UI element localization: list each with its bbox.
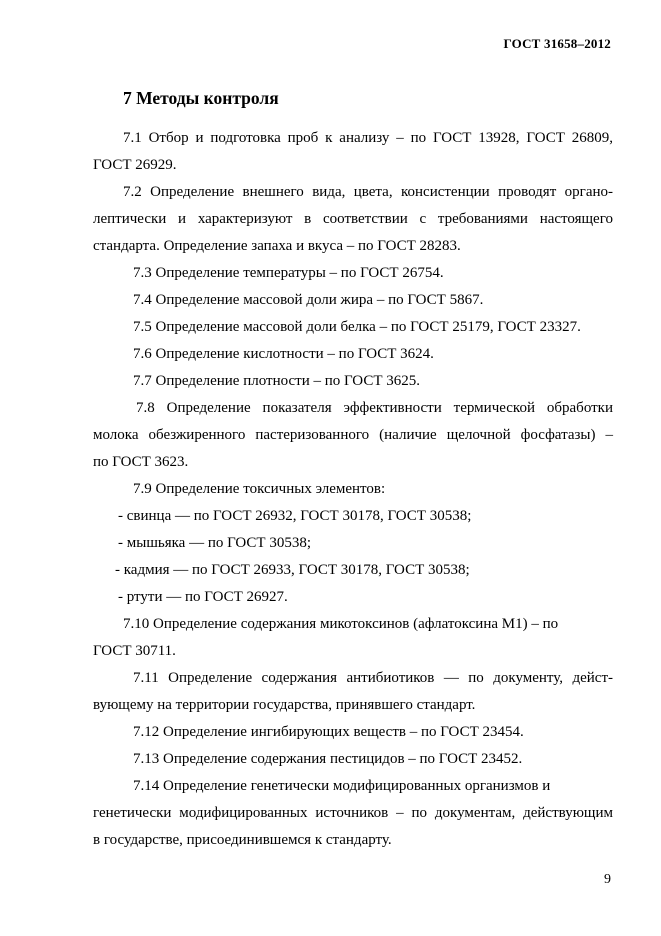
list-item: - ртути — по ГОСТ 26927. xyxy=(118,589,288,605)
paragraph-7-13 xyxy=(93,746,613,773)
paragraph-line: 7.8 Определение показателя эффективности термической обработки xyxy=(136,400,613,416)
list-item: - свинца — по ГОСТ 26932, ГОСТ 30178, ГОСТ 30538; xyxy=(118,508,472,524)
paragraph-line: вующему на территории государства, принявшего стандарт. xyxy=(93,697,476,713)
paragraph-line: ГОСТ 30711. xyxy=(93,643,176,659)
paragraph-7-6 xyxy=(93,341,613,368)
paragraph-7-3 xyxy=(93,260,613,287)
paragraph-7-12 xyxy=(93,719,613,746)
paragraph-7-8 xyxy=(93,395,613,476)
paragraph-line: 7.14 Определение генетически модифицированных организмов и xyxy=(133,778,551,794)
paragraph-line: лептически и характеризуют в соответствии с требованиями настоящего xyxy=(93,211,613,227)
list-item: - кадмия — по ГОСТ 26933, ГОСТ 30178, ГОСТ 30538; xyxy=(115,562,470,578)
page-number: 9 xyxy=(604,872,611,887)
paragraph-line: 7.13 Определение содержания пестицидов – по ГОСТ 23452. xyxy=(133,751,523,767)
paragraph-7-10 xyxy=(93,611,613,665)
paragraph-line: стандарта. Определение запаха и вкуса – по ГОСТ 28283. xyxy=(93,238,461,254)
paragraph-7-14 xyxy=(93,773,613,854)
paragraph-line: 7.4 Определение массовой доли жира – по ГОСТ 5867. xyxy=(133,292,484,308)
paragraph-line: генетически модифицированных источников – по документам, действующим xyxy=(93,805,613,821)
paragraph-line: 7.10 Определение содержания микотоксинов (афлатоксина М1) – по xyxy=(123,616,559,632)
paragraph-line: 7.7 Определение плотности – по ГОСТ 3625. xyxy=(133,373,420,389)
paragraph-7-4 xyxy=(93,287,613,314)
paragraph-line: 7.12 Определение ингибирующих веществ – по ГОСТ 23454. xyxy=(133,724,524,740)
paragraph-line: 7.3 Определение температуры – по ГОСТ 26754. xyxy=(133,265,444,281)
paragraph-7-5 xyxy=(93,314,613,341)
paragraph-line: 7.2 Определение внешнего вида, цвета, консистенции проводят органо- xyxy=(123,184,613,200)
paragraph-line: 7.11 Определение содержания антибиотиков — по документу, дейст- xyxy=(133,670,613,686)
paragraph-7-1 xyxy=(93,125,613,179)
section-body xyxy=(93,125,613,854)
paragraph-7-2 xyxy=(93,179,613,260)
paragraph-line: ГОСТ 26929. xyxy=(93,157,177,173)
paragraph-7-7 xyxy=(93,368,613,395)
paragraph-line: в государстве, присоединившемся к стандарту. xyxy=(93,832,392,848)
paragraph-line: молока обезжиренного пастеризованного (наличие щелочной фосфатазы) – xyxy=(93,427,613,443)
paragraph-line: по ГОСТ 3623. xyxy=(93,454,189,470)
paragraph-7-9 xyxy=(93,476,613,611)
paragraph-7-11 xyxy=(93,665,613,719)
section-title: 7 Методы контроля xyxy=(123,88,279,108)
document-code-header: ГОСТ 31658–2012 xyxy=(503,36,611,51)
list-item: - мышьяка — по ГОСТ 30538; xyxy=(118,535,312,551)
paragraph-line: 7.1 Отбор и подготовка проб к анализу – по ГОСТ 13928, ГОСТ 26809, xyxy=(123,130,613,146)
paragraph-line: 7.9 Определение токсичных элементов: xyxy=(133,481,386,497)
paragraph-line: 7.6 Определение кислотности – по ГОСТ 3624. xyxy=(133,346,434,362)
paragraph-line: 7.5 Определение массовой доли белка – по ГОСТ 25179, ГОСТ 23327. xyxy=(133,319,581,335)
